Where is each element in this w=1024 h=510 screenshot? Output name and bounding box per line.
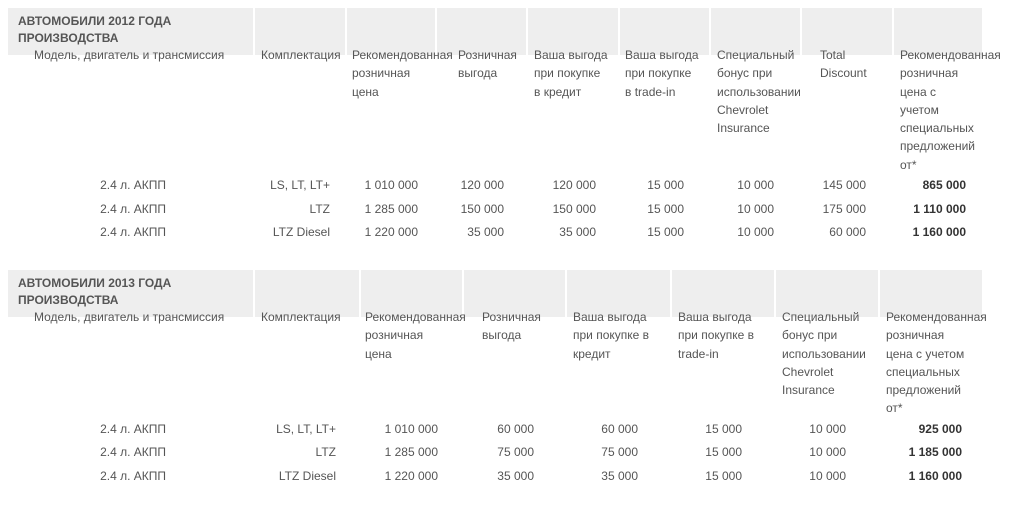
column-header-line: Модель, двигатель и трансмиссия <box>34 48 225 62</box>
column-header-line: Discount <box>820 66 867 81</box>
table-cell: 60 000 <box>497 422 534 436</box>
column-header-line: Рекомендованная <box>352 48 453 62</box>
column-header-line: Chevrolet <box>717 102 769 117</box>
column-header <box>458 46 528 83</box>
table-cell: 10 000 <box>737 178 774 192</box>
column-header <box>352 46 462 101</box>
column-header-line: бонус при <box>717 66 773 81</box>
table-cell: 60 000 <box>601 422 638 436</box>
column-header <box>365 308 480 363</box>
table-row <box>8 178 1008 196</box>
column-header-line: цена с учетом <box>886 346 965 361</box>
column-header-line: цена с <box>900 84 937 99</box>
column-header-line: специальных <box>886 364 960 379</box>
column-header <box>820 46 880 83</box>
final-price-cell: 1 185 000 <box>908 445 962 459</box>
column-header-line: от* <box>900 157 917 172</box>
table-cell: 120 000 <box>552 178 596 192</box>
column-header-line: цена <box>365 346 392 361</box>
table-cell: 1 285 000 <box>364 202 418 216</box>
column-header-line: в trade-in <box>625 84 676 99</box>
column-header-line: Ваша выгода <box>625 48 699 62</box>
table-title-line: ПРОИЗВОДСТВА <box>18 293 119 307</box>
column-header-line: использовании <box>717 84 801 99</box>
column-header <box>782 308 877 399</box>
table-cell: 10 000 <box>737 225 774 239</box>
column-header-line: розничная <box>365 328 424 343</box>
column-header-line: использовании <box>782 346 866 361</box>
table-cell: LTZ Diesel <box>272 225 330 239</box>
column-header-line: розничная <box>900 66 959 81</box>
column-header <box>900 46 1000 174</box>
table-cell: 150 000 <box>552 202 596 216</box>
table-cell: 15 000 <box>647 225 684 239</box>
column-header-line: выгода <box>458 66 498 81</box>
table-cell: 120 000 <box>460 178 504 192</box>
table-cell: 2.4 л. АКПП <box>100 445 166 459</box>
table-cell: 2.4 л. АКПП <box>100 422 166 436</box>
column-header-line: предложений <box>886 383 961 398</box>
table-cell: 10 000 <box>809 422 846 436</box>
table-cell: 2.4 л. АКПП <box>100 469 166 483</box>
column-header-line: учетом <box>900 102 939 117</box>
column-header <box>261 308 361 326</box>
column-header-line: при покупке <box>625 66 692 81</box>
table-cell: LS, LT, LT+ <box>270 178 330 192</box>
column-header-line: Insurance <box>717 121 770 136</box>
table-title-line: ПРОИЗВОДСТВА <box>18 31 119 45</box>
column-header-line: Рекомендованная <box>900 48 1001 62</box>
table-title-line: АВТОМОБИЛИ 2012 ГОДА <box>18 14 172 28</box>
column-header-line: в кредит <box>534 84 582 99</box>
table-cell: 1 010 000 <box>384 422 438 436</box>
table-cell: 15 000 <box>647 202 684 216</box>
table-cell: 15 000 <box>705 422 742 436</box>
table-cell: 35 000 <box>467 225 504 239</box>
table-row <box>8 202 1008 220</box>
table-cell: 10 000 <box>809 469 846 483</box>
column-header-line: Ваша выгода <box>573 310 647 324</box>
column-header-line: Рекомендованная <box>886 310 987 324</box>
column-header <box>34 46 254 64</box>
column-header-line: Рекомендованная <box>365 310 466 324</box>
column-header-line: специальных <box>900 121 974 136</box>
table-cell: 1 220 000 <box>364 225 418 239</box>
table-cell: 35 000 <box>497 469 534 483</box>
column-header-line: цена <box>352 84 379 99</box>
table-cell: 60 000 <box>829 225 866 239</box>
final-price-cell: 865 000 <box>922 178 966 192</box>
column-header-line: Специальный <box>782 310 860 324</box>
table-row <box>8 422 1008 440</box>
table-cell: 150 000 <box>460 202 504 216</box>
final-price-cell: 1 160 000 <box>908 469 962 483</box>
column-header <box>717 46 817 137</box>
table-row <box>8 225 1008 243</box>
column-header-line: Специальный <box>717 48 795 62</box>
column-header-line: бонус при <box>782 328 838 343</box>
column-header <box>573 308 663 363</box>
table-row <box>8 445 1008 463</box>
table-cell: 1 010 000 <box>364 178 418 192</box>
table-cell: LTZ Diesel <box>278 469 336 483</box>
column-header-line: Розничная <box>482 310 541 324</box>
final-price-cell: 1 160 000 <box>912 225 966 239</box>
column-header-line: предложений <box>900 139 975 154</box>
table-row <box>8 469 1008 487</box>
table-cell: 10 000 <box>809 445 846 459</box>
column-header-line: при покупке в <box>573 328 650 343</box>
table-cell: 15 000 <box>705 445 742 459</box>
table-cell: 2.4 л. АКПП <box>100 225 166 239</box>
column-header <box>678 308 768 363</box>
column-header <box>34 308 254 326</box>
column-header <box>625 46 710 101</box>
column-header-line: розничная <box>352 66 411 81</box>
table-cell: 1 220 000 <box>384 469 438 483</box>
column-header <box>261 46 351 64</box>
column-header-line: Insurance <box>782 383 835 398</box>
table-title <box>18 275 171 309</box>
final-price-cell: 1 110 000 <box>913 202 966 216</box>
final-price-cell: 925 000 <box>918 422 962 436</box>
table-cell: LS, LT, LT+ <box>276 422 336 436</box>
column-header-line: Комплектация <box>261 310 341 324</box>
column-header-line: trade-in <box>678 346 719 361</box>
column-header-line: при покупке в <box>678 328 755 343</box>
column-header-line: Ваша выгода <box>678 310 752 324</box>
table-cell: 35 000 <box>559 225 596 239</box>
column-header-line: выгода <box>482 328 522 343</box>
table-title <box>18 13 171 47</box>
column-header-line: Total <box>820 48 846 62</box>
column-header-line: при покупке <box>534 66 601 81</box>
column-header-line: Модель, двигатель и трансмиссия <box>34 310 225 324</box>
table-cell: 1 285 000 <box>384 445 438 459</box>
table-cell: 10 000 <box>737 202 774 216</box>
column-header <box>534 46 624 101</box>
table-cell: 75 000 <box>601 445 638 459</box>
table-cell: LTZ <box>315 445 336 459</box>
column-header-line: от* <box>886 401 903 416</box>
table-cell: 175 000 <box>822 202 866 216</box>
table-cell: 75 000 <box>497 445 534 459</box>
table-title-line: АВТОМОБИЛИ 2013 ГОДА <box>18 276 172 290</box>
table-cell: 2.4 л. АКПП <box>100 202 166 216</box>
table-cell: 15 000 <box>705 469 742 483</box>
column-header-line: Розничная <box>458 48 517 62</box>
table-cell: 145 000 <box>822 178 866 192</box>
table-cell: LTZ <box>309 202 330 216</box>
column-header-line: розничная <box>886 328 945 343</box>
table-cell: 15 000 <box>647 178 684 192</box>
column-header-line: Ваша выгода <box>534 48 608 62</box>
table-cell: 2.4 л. АКПП <box>100 178 166 192</box>
column-header <box>886 308 1001 418</box>
column-header-line: Комплектация <box>261 48 341 62</box>
column-header-line: Chevrolet <box>782 364 834 379</box>
table-cell: 35 000 <box>601 469 638 483</box>
column-header-line: кредит <box>573 346 611 361</box>
column-header <box>482 308 562 345</box>
